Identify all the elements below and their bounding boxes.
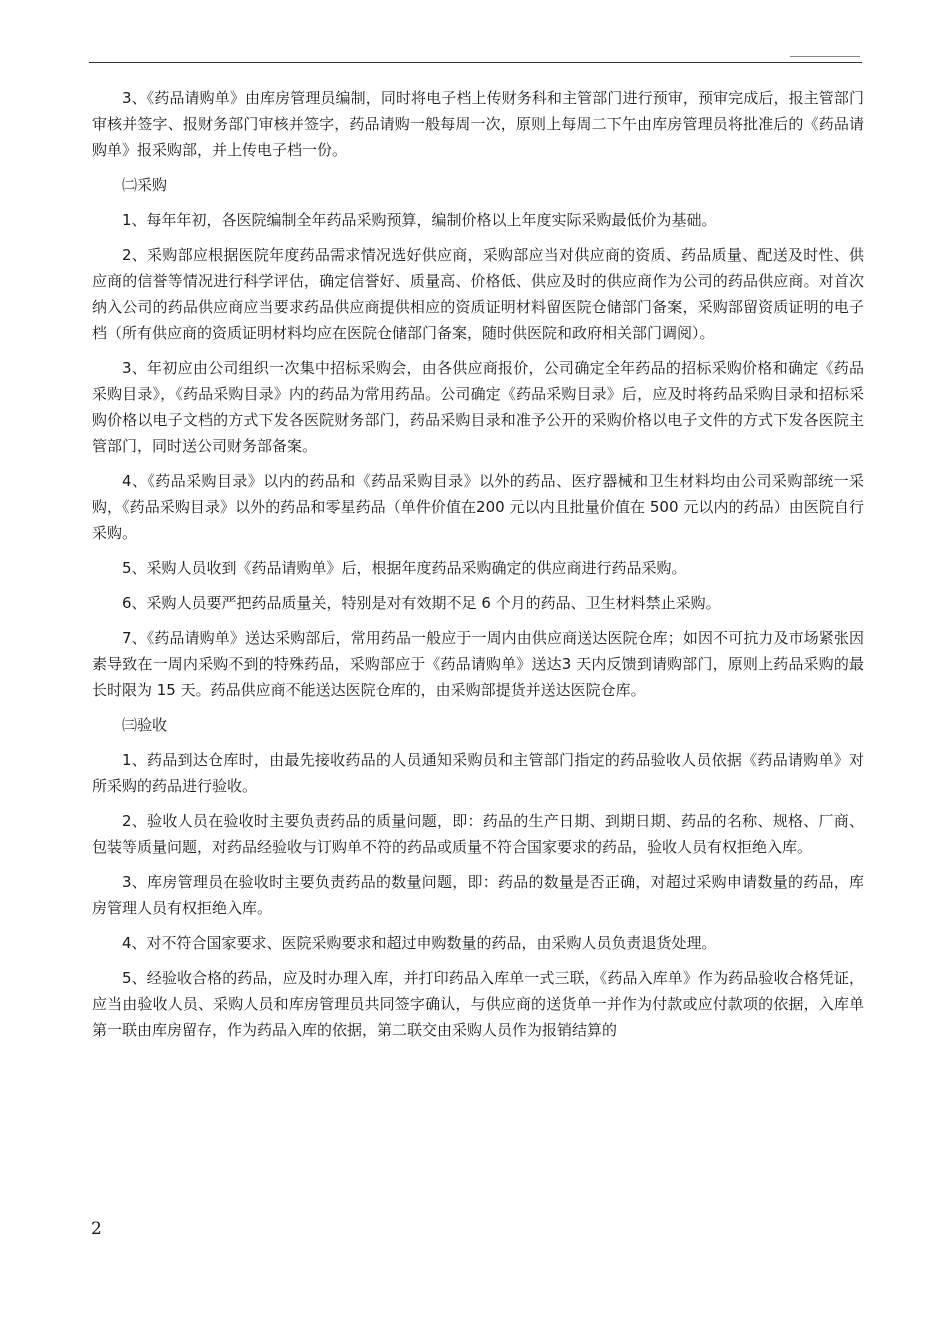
paragraph: 5、采购人员收到《药品请购单》后，根据年度药品采购确定的供应商进行药品采购。	[122, 559, 687, 577]
paragraph: 3、库房管理员在验收时主要负责药品的数量问题，即：药品的数量是否正确，对超过采购申请数量的药品，库房管理人员有权拒绝入库。	[92, 873, 864, 917]
header-mark	[790, 56, 860, 57]
paragraph: 1、药品到达仓库时，由最先接收药品的人员通知采购员和主管部门指定的药品验收人员依据《药品请购单》对所采购的药品进行验收。	[92, 751, 864, 795]
document-body	[92, 85, 864, 1043]
paragraph: 2、采购部应根据医院年度药品需求情况选好供应商，采购部应当对供应商的资质、药品质量、配送及时性、供应商的信誉等情况进行科学评估，确定信誉好、质量高、价格低、供应及时的供应商作为公司的药品供应商。对首次纳入公司的药品供应商应当要求药品供应商提供相应的资质证明材料留医院仓储部门备案，采购部留资质证明的电子档（所有供应商的资质证明材料均应在医院仓储部门备案，随时供医院和政府相关部门调阅）。	[92, 246, 864, 342]
paragraph: 3、年初应由公司组织一次集中招标采购会，由各供应商报价，公司确定全年药品的招标采购价格和确定《药品采购目录》，《药品采购目录》内的药品为常用药品。公司确定《药品采购目录》后，应及时将药品采购目录和招标采购价格以电子文档的方式下发各医院财务部门，药品采购目录和准予公开的采购价格以电子文件的方式下发各医院主管部门，同时送公司财务部备案。	[92, 359, 864, 455]
paragraph: 4、对不符合国家要求、医院采购要求和超过申购数量的药品，由采购人员负责退货处理。	[122, 934, 717, 952]
paragraph: 2、验收人员在验收时主要负责药品的质量问题，即：药品的生产日期、到期日期、药品的名称、规格、厂商、包装等质量问题，对药品经验收与订购单不符的药品或质量不符合国家要求的药品，验收人员有权拒绝入库。	[92, 812, 864, 856]
section-heading-acceptance: ㈢验收	[122, 716, 168, 734]
paragraph: 3、《药品请购单》由库房管理员编制，同时将电子档上传财务科和主管部门进行预审，预审完成后，报主管部门审核并签字、报财务部门审核并签字，药品请购一般每周一次，原则上每周二下午由库房管理员将批准后的《药品请购单》报采购部，并上传电子档一份。	[92, 89, 864, 159]
paragraph: 1、每年年初，各医院编制全年药品采购预算，编制价格以上年度实际采购最低价为基础。	[122, 211, 717, 229]
paragraph: 4、《药品采购目录》以内的药品和《药品采购目录》以外的药品、医疗器械和卫生材料均由公司采购部统一采购，《药品采购目录》以外的药品和零星药品（单件价值在200 元以内且批量价值在 500 元以内的药品）由医院自行采购。	[92, 472, 864, 542]
paragraph: 6、采购人员要严把药品质量关，特别是对有效期不足 6 个月的药品、卫生材料禁止采购。	[122, 594, 721, 612]
header-rule	[89, 62, 862, 63]
paragraph: 5、经验收合格的药品，应及时办理入库，并打印药品入库单一式三联，《药品入库单》作为药品验收合格凭证，应当由验收人员、采购人员和库房管理员共同签字确认，与供应商的送货单一并作为付款或应付款项的依据，入库单第一联由库房留存，作为药品入库的依据，第二联交由采购人员作为报销结算的	[92, 969, 864, 1039]
section-heading-procurement: ㈡采购	[122, 176, 168, 194]
paragraph: 7、《药品请购单》送达采购部后，常用药品一般应于一周内由供应商送达医院仓库；如因不可抗力及市场紧张因素导致在一周内采购不到的特殊药品，采购部应于《药品请购单》送达3 天内反馈到请购部门，原则上药品采购的最长时限为 15 天。药品供应商不能送达医院仓库的，由采购部提货并送达医院仓库。	[92, 629, 864, 699]
page-number: 2	[91, 1219, 102, 1239]
